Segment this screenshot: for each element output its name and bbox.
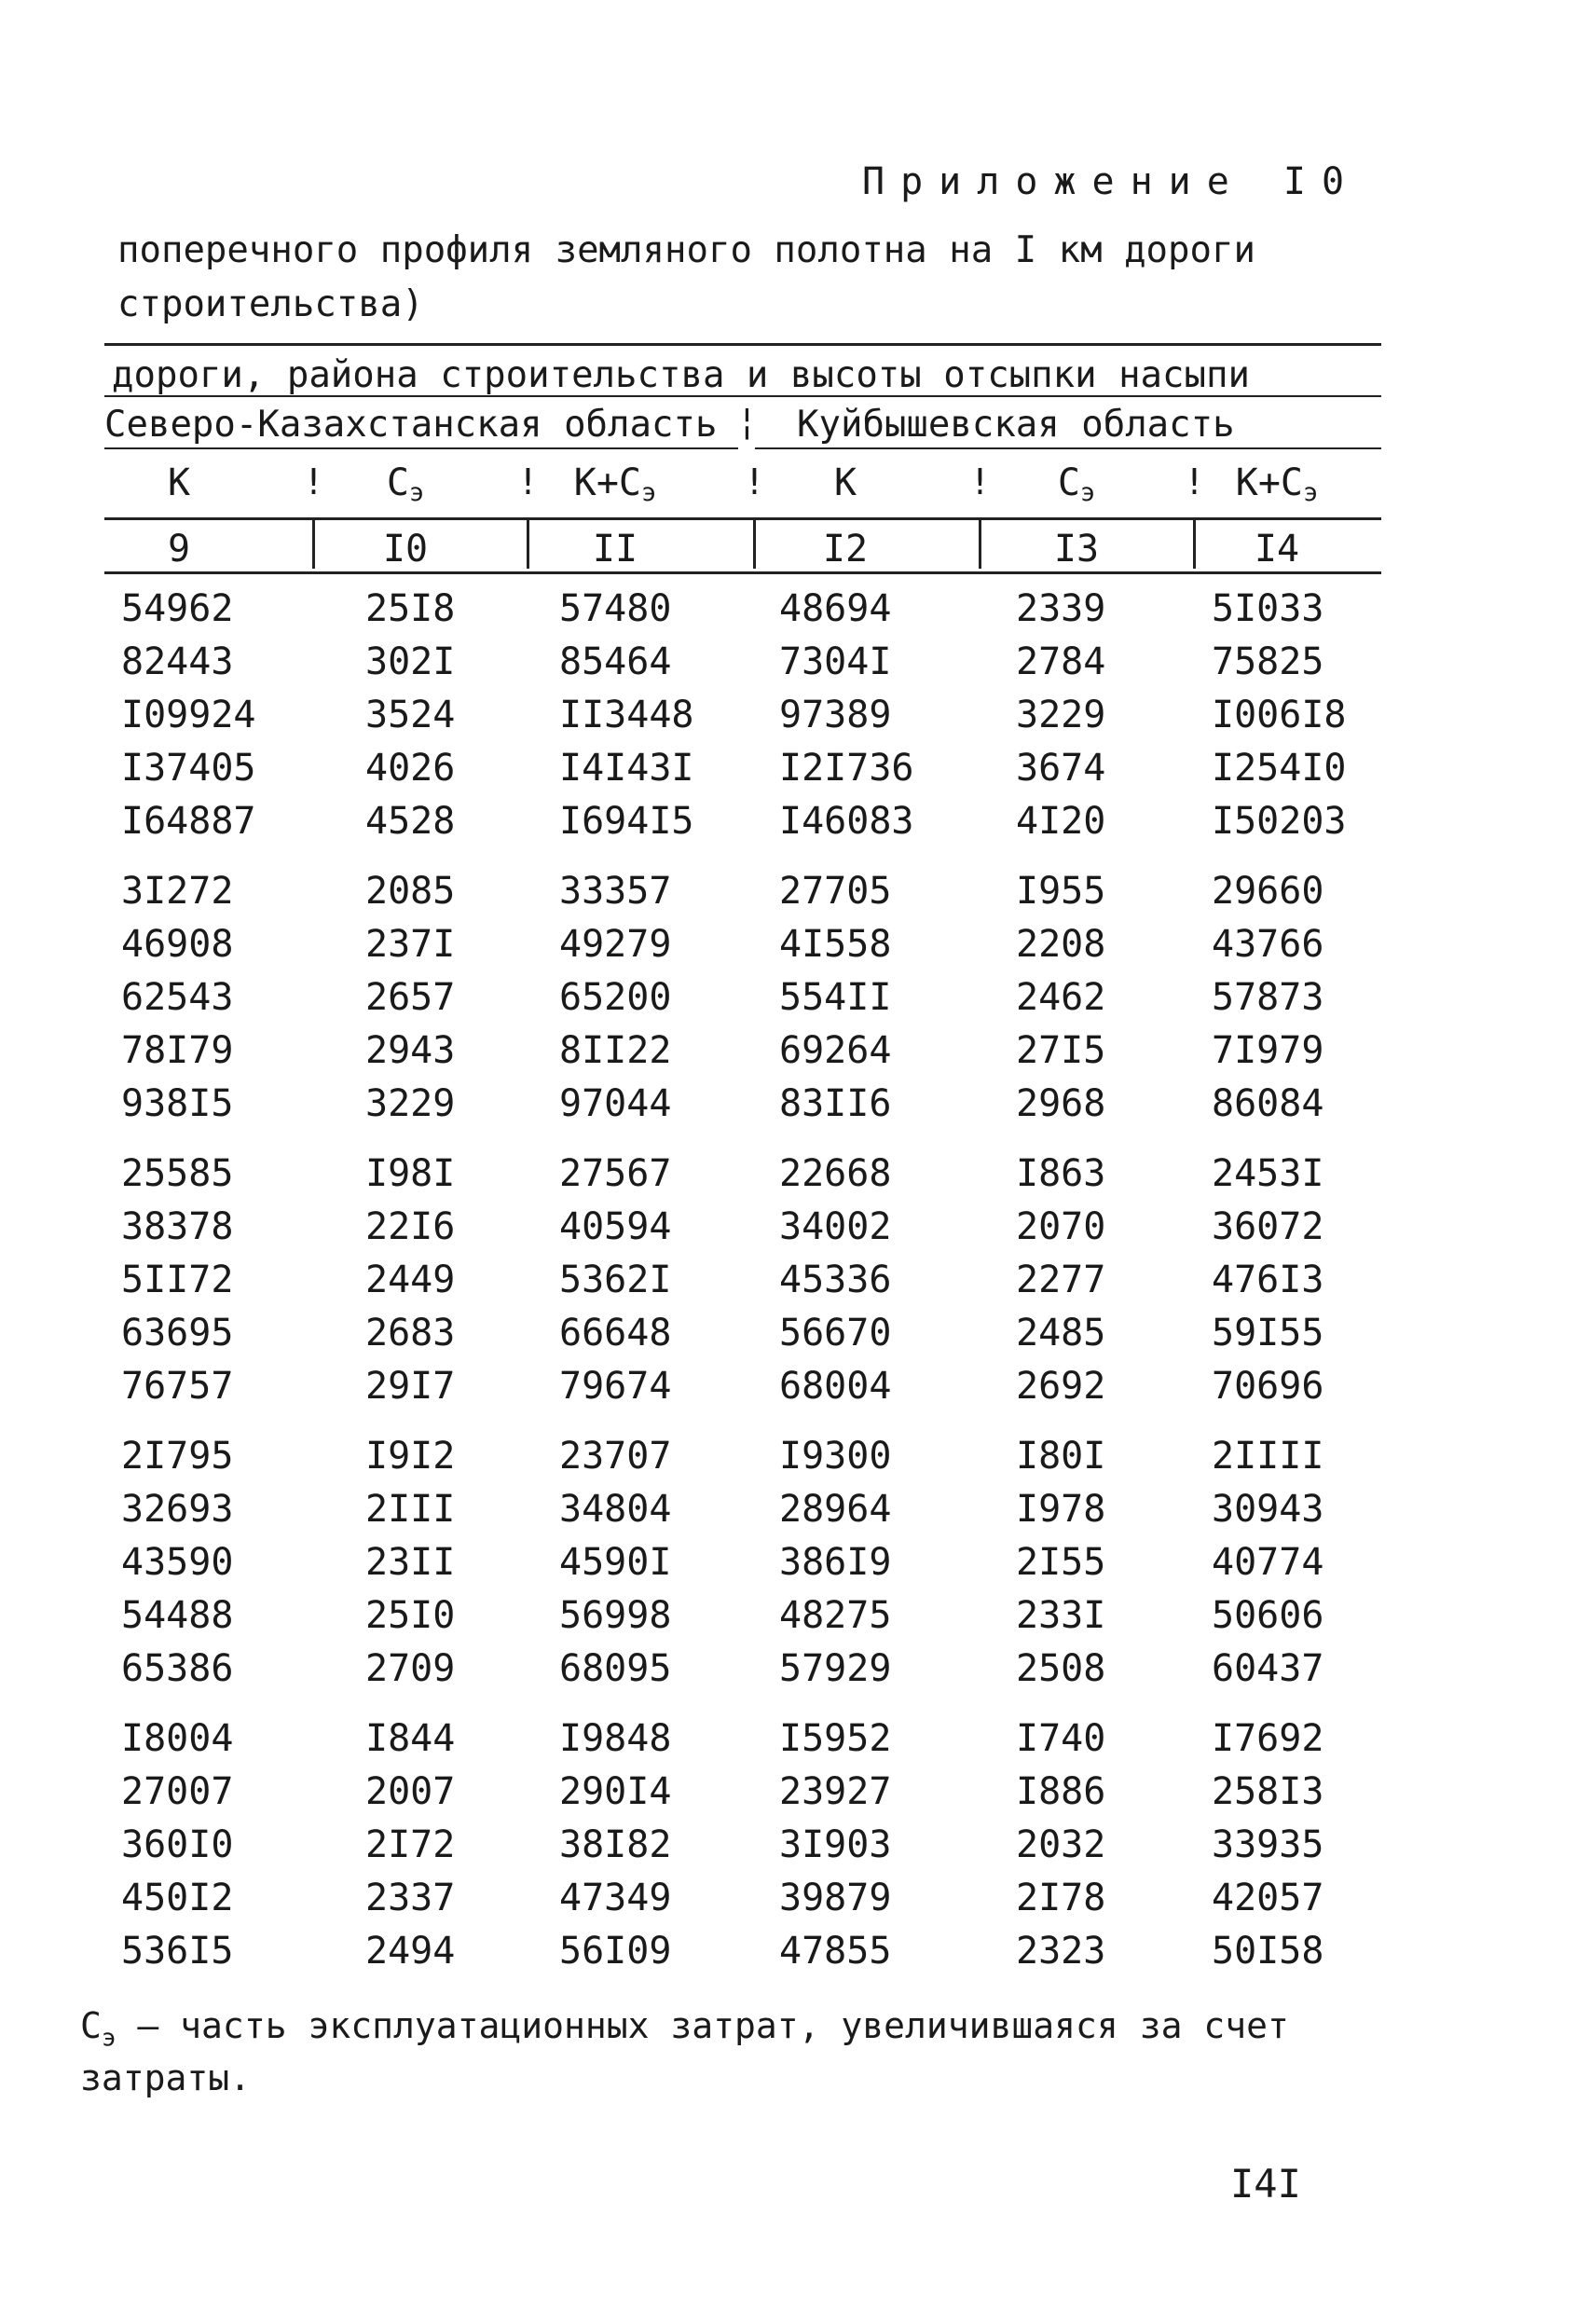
table-cell: 85464 xyxy=(559,640,672,683)
column-number-5: I3 xyxy=(1053,528,1100,571)
table-cell: 70696 xyxy=(1212,1365,1324,1408)
table-cell: 5I033 xyxy=(1212,587,1324,630)
column-number-1: 9 xyxy=(167,528,191,571)
table-cell: I2I736 xyxy=(779,747,914,790)
column-header-subscript: э xyxy=(1302,478,1319,507)
table-cell: 2943 xyxy=(365,1029,456,1072)
table-cell: 54488 xyxy=(121,1594,234,1637)
table-cell: 3229 xyxy=(1016,694,1106,736)
table-cell: 23II xyxy=(365,1541,456,1584)
table-cell: II3448 xyxy=(559,694,694,736)
table-cell: 3I272 xyxy=(121,870,234,913)
table-cell: 50606 xyxy=(1212,1594,1324,1637)
table-cell: 450I2 xyxy=(121,1877,234,1919)
table-cell: 2968 xyxy=(1016,1082,1106,1125)
table-cell: 2508 xyxy=(1016,1647,1106,1690)
table-caption: дороги, района строительства и высоты отсыпки насыпи xyxy=(112,354,1250,396)
table-cell: 4026 xyxy=(365,747,456,790)
appendix-label: Приложение I0 xyxy=(862,160,1361,203)
table-cell: I7692 xyxy=(1212,1717,1324,1760)
table-cell: 2032 xyxy=(1016,1823,1106,1866)
table-cell: 2IIII xyxy=(1212,1435,1324,1478)
table-cell: 4590I xyxy=(559,1541,672,1584)
table-cell: I4I43I xyxy=(559,747,694,790)
footnote-line-2: затраты. xyxy=(80,2056,252,2098)
table-cell: I955 xyxy=(1016,870,1106,913)
table-cell: I80I xyxy=(1016,1435,1106,1478)
table-cell: 2III xyxy=(365,1488,456,1531)
table-cell: 2462 xyxy=(1016,976,1106,1019)
table-cell: 25I8 xyxy=(365,587,456,630)
table-cell: 22I6 xyxy=(365,1205,456,1248)
table-cell: 2I78 xyxy=(1016,1877,1106,1919)
table-cell: 66648 xyxy=(559,1312,672,1355)
table-cell: 27567 xyxy=(559,1152,672,1195)
table-cell: 49279 xyxy=(559,923,672,966)
table-cell: I37405 xyxy=(121,747,256,790)
column-number-divider xyxy=(753,520,756,569)
table-cell: 4I20 xyxy=(1016,800,1106,843)
table-cell: 2449 xyxy=(365,1258,456,1301)
table-cell: 302I xyxy=(365,640,456,683)
table-cell: I254I0 xyxy=(1212,747,1347,790)
column-number-divider xyxy=(527,520,529,569)
table-cell: 2709 xyxy=(365,1647,456,1690)
column-header-main: К+С xyxy=(1235,461,1303,504)
table-cell: I8004 xyxy=(121,1717,234,1760)
table-cell: 3229 xyxy=(365,1082,456,1125)
column-header-1 xyxy=(95,461,263,504)
table-cell: 2784 xyxy=(1016,640,1106,683)
table-cell: 27I5 xyxy=(1016,1029,1106,1072)
table-cell: 57873 xyxy=(1212,976,1324,1019)
table-cell: 5II72 xyxy=(121,1258,234,1301)
table-cell: 47855 xyxy=(779,1930,892,1973)
table-cell: 63695 xyxy=(121,1312,234,1355)
table-cell: 33935 xyxy=(1212,1823,1324,1866)
column-number-4: I2 xyxy=(822,528,869,571)
table-cell: 34002 xyxy=(779,1205,892,1248)
table-cell: 8II22 xyxy=(559,1029,672,1072)
table-cell: 46908 xyxy=(121,923,234,966)
column-number-6: I4 xyxy=(1254,528,1300,571)
column-header-main: К xyxy=(833,461,857,504)
table-cell: 476I3 xyxy=(1212,1258,1324,1301)
table-cell: 2453I xyxy=(1212,1152,1324,1195)
table-cell: 32693 xyxy=(121,1488,234,1531)
table-cell: 25I0 xyxy=(365,1594,456,1637)
table-cell: 233I xyxy=(1016,1594,1106,1637)
table-cell: 38378 xyxy=(121,1205,234,1248)
table-cell: 69264 xyxy=(779,1029,892,1072)
table-cell: 54962 xyxy=(121,587,234,630)
region-header-north-kazakhstan: Северо-Казахстанская область xyxy=(104,404,718,446)
table-cell: 360I0 xyxy=(121,1823,234,1866)
table-cell: 48694 xyxy=(779,587,892,630)
table-cell: 82443 xyxy=(121,640,234,683)
numbers-rule xyxy=(104,571,1381,574)
table-cell: 5362I xyxy=(559,1258,672,1301)
region-rule-left xyxy=(104,447,738,449)
region-separator: ¦ xyxy=(736,401,758,442)
table-cell: 48275 xyxy=(779,1594,892,1637)
table-cell: 2085 xyxy=(365,870,456,913)
table-cell: 97044 xyxy=(559,1082,672,1125)
table-cell: 7304I xyxy=(779,640,892,683)
table-cell: 2070 xyxy=(1016,1205,1106,1248)
column-number-2: I0 xyxy=(382,528,429,571)
table-cell: 536I5 xyxy=(121,1930,234,1973)
intro-line-1: поперечного профиля земляного полотна на I км дороги xyxy=(117,229,1255,271)
column-number-3: II xyxy=(592,528,638,571)
table-cell: 45336 xyxy=(779,1258,892,1301)
column-header-subscript: э xyxy=(640,478,657,507)
header-separator: ! xyxy=(1184,461,1205,502)
table-cell: 2007 xyxy=(365,1770,456,1813)
table-cell: 56I09 xyxy=(559,1930,672,1973)
column-header-4 xyxy=(761,461,929,504)
table-cell: I98I xyxy=(365,1152,456,1195)
table-cell: 3I903 xyxy=(779,1823,892,1866)
table-cell: 22668 xyxy=(779,1152,892,1195)
footnote-line-1: – часть эксплуатационных затрат, увеличившаяся за счет xyxy=(116,2005,1289,2046)
table-cell: I978 xyxy=(1016,1488,1106,1531)
table-cell: I9I2 xyxy=(365,1435,456,1478)
region-header-kuibyshev: Куйбышевская область xyxy=(797,404,1235,446)
header-separator: ! xyxy=(744,461,765,502)
table-cell: 43590 xyxy=(121,1541,234,1584)
table-cell: 25585 xyxy=(121,1152,234,1195)
table-cell: 83II6 xyxy=(779,1082,892,1125)
header-separator: ! xyxy=(969,461,991,502)
table-cell: 59I55 xyxy=(1212,1312,1324,1355)
table-cell: 2494 xyxy=(365,1930,456,1973)
table-cell: 2339 xyxy=(1016,587,1106,630)
table-cell: I09924 xyxy=(121,694,256,736)
page-number: I4I xyxy=(1230,2161,1301,2207)
table-cell: 56670 xyxy=(779,1312,892,1355)
column-header-main: К xyxy=(167,461,191,504)
caption-rule xyxy=(104,395,1381,397)
column-header-subscript: э xyxy=(408,478,425,507)
table-cell: 2I795 xyxy=(121,1435,234,1478)
table-cell: 39879 xyxy=(779,1877,892,1919)
table-cell: I006I8 xyxy=(1212,694,1347,736)
table-cell: 2657 xyxy=(365,976,456,1019)
table-cell: I9848 xyxy=(559,1717,672,1760)
column-number-divider xyxy=(1193,520,1196,569)
table-cell: 97389 xyxy=(779,694,892,736)
table-cell: 290I4 xyxy=(559,1770,672,1813)
table-cell: 79674 xyxy=(559,1365,672,1408)
table-cell: 38I82 xyxy=(559,1823,672,1866)
column-number-divider xyxy=(979,520,981,569)
table-cell: 76757 xyxy=(121,1365,234,1408)
table-cell: 57480 xyxy=(559,587,672,630)
table-cell: 2485 xyxy=(1016,1312,1106,1355)
table-cell: 40774 xyxy=(1212,1541,1324,1584)
table-cell: I844 xyxy=(365,1717,456,1760)
table-cell: 68004 xyxy=(779,1365,892,1408)
table-cell: 4528 xyxy=(365,800,456,843)
table-cell: 23707 xyxy=(559,1435,672,1478)
column-header-3 xyxy=(531,461,699,507)
header-separator: ! xyxy=(303,461,324,502)
footnote xyxy=(80,2006,1385,2097)
column-header-subscript: э xyxy=(1079,478,1096,507)
table-cell: 60437 xyxy=(1212,1647,1324,1690)
table-cell: 29660 xyxy=(1212,870,1324,913)
table-cell: I64887 xyxy=(121,800,256,843)
table-cell: 2323 xyxy=(1016,1930,1106,1973)
table-cell: 4I558 xyxy=(779,923,892,966)
table-cell: 3674 xyxy=(1016,747,1106,790)
table-cell: 938I5 xyxy=(121,1082,234,1125)
table-cell: 7I979 xyxy=(1212,1029,1324,1072)
table-cell: I5952 xyxy=(779,1717,892,1760)
table-cell: 30943 xyxy=(1212,1488,1324,1531)
table-cell: 258I3 xyxy=(1212,1770,1324,1813)
table-cell: 50I58 xyxy=(1212,1930,1324,1973)
table-cell: 68095 xyxy=(559,1647,672,1690)
table-cell: 2I55 xyxy=(1016,1541,1106,1584)
table-cell: 23927 xyxy=(779,1770,892,1813)
column-header-main: К+С xyxy=(573,461,641,504)
table-cell: 27705 xyxy=(779,870,892,913)
header-separator: ! xyxy=(517,461,539,502)
table-cell: 27007 xyxy=(121,1770,234,1813)
table-cell: 75825 xyxy=(1212,640,1324,683)
table-cell: I694I5 xyxy=(559,800,694,843)
table-cell: 2I72 xyxy=(365,1823,456,1866)
column-header-main: С xyxy=(386,461,409,504)
table-cell: 65200 xyxy=(559,976,672,1019)
table-cell: 2337 xyxy=(365,1877,456,1919)
column-header-main: С xyxy=(1057,461,1080,504)
table-cell: 29I7 xyxy=(365,1365,456,1408)
column-header-6 xyxy=(1193,461,1361,507)
table-cell: 86084 xyxy=(1212,1082,1324,1125)
table-cell: I886 xyxy=(1016,1770,1106,1813)
table-cell: 57929 xyxy=(779,1647,892,1690)
table-cell: 34804 xyxy=(559,1488,672,1531)
table-cell: 33357 xyxy=(559,870,672,913)
table-cell: 40594 xyxy=(559,1205,672,1248)
table-cell: 386I9 xyxy=(779,1541,892,1584)
table-cell: I50203 xyxy=(1212,800,1347,843)
table-cell: 36072 xyxy=(1212,1205,1324,1248)
table-cell: I9300 xyxy=(779,1435,892,1478)
table-cell: 78I79 xyxy=(121,1029,234,1072)
table-cell: 65386 xyxy=(121,1647,234,1690)
table-cell: 237I xyxy=(365,923,456,966)
column-header-2 xyxy=(322,461,489,507)
region-rule-right xyxy=(755,447,1381,449)
table-cell: 2277 xyxy=(1016,1258,1106,1301)
table-cell: 28964 xyxy=(779,1488,892,1531)
table-cell: I863 xyxy=(1016,1152,1106,1195)
table-cell: I46083 xyxy=(779,800,914,843)
table-cell: 2692 xyxy=(1016,1365,1106,1408)
table-cell: 2208 xyxy=(1016,923,1106,966)
table-cell: 554II xyxy=(779,976,892,1019)
table-cell: 42057 xyxy=(1212,1877,1324,1919)
table-cell: 47349 xyxy=(559,1877,672,1919)
column-header-5 xyxy=(993,461,1160,507)
header-rule xyxy=(104,517,1381,520)
footnote-symbol: $С_э$ xyxy=(80,2005,117,2053)
column-number-divider xyxy=(312,520,315,569)
table-cell: 62543 xyxy=(121,976,234,1019)
table-cell: 56998 xyxy=(559,1594,672,1637)
intro-text xyxy=(117,224,1376,332)
intro-line-2: строительства) xyxy=(117,283,424,325)
table-top-rule xyxy=(104,343,1381,346)
table-cell: 43766 xyxy=(1212,923,1324,966)
table-cell: I740 xyxy=(1016,1717,1106,1760)
table-cell: 3524 xyxy=(365,694,456,736)
table-cell: 2683 xyxy=(365,1312,456,1355)
